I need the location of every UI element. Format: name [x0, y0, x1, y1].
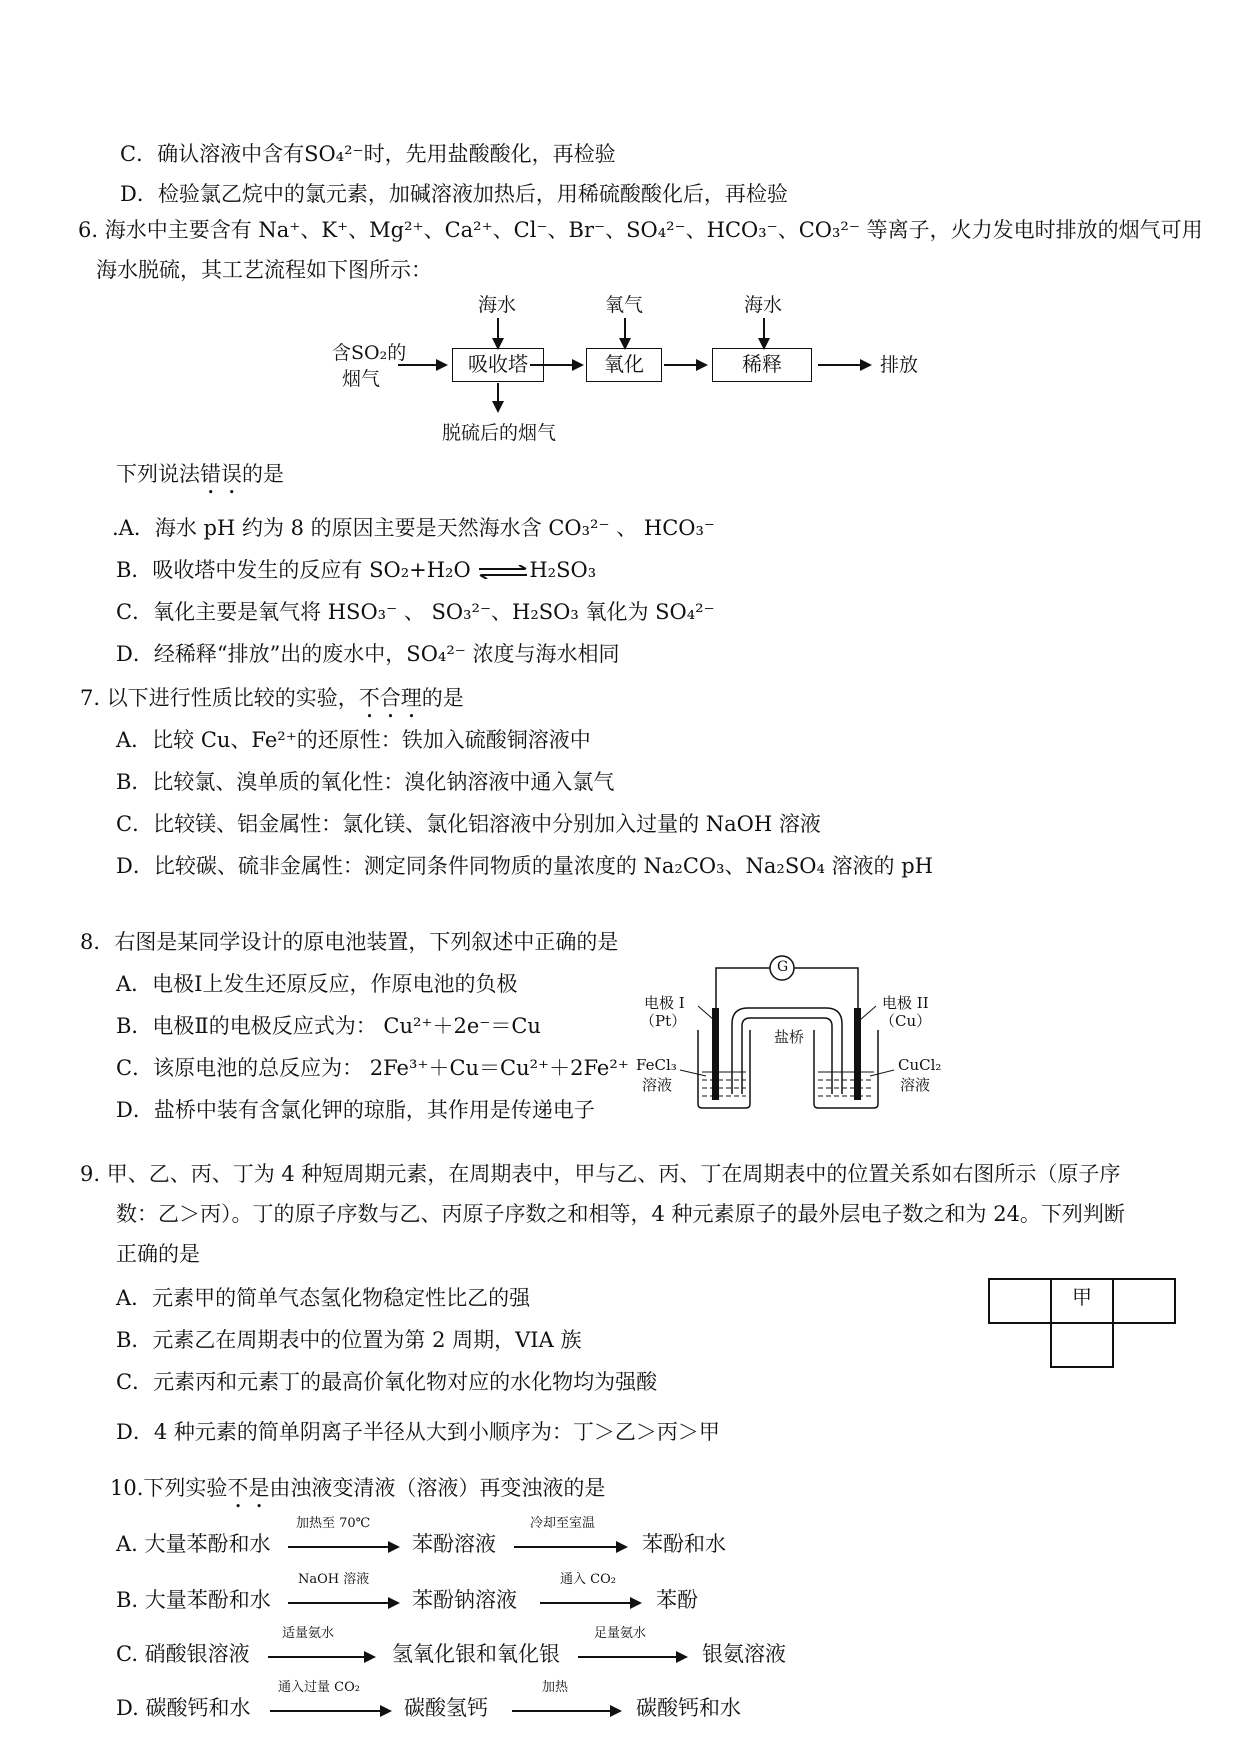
reaction-arrow — [268, 1656, 374, 1658]
reaction-arrow — [288, 1546, 398, 1548]
flow-arrow-down — [497, 318, 499, 348]
left-solution-label-2: 溶液 — [642, 1076, 673, 1094]
q7-stem-pre: 7. 以下进行性质比较的实验， — [80, 686, 359, 710]
q10-a-cond1: 加热至 70℃ — [296, 1516, 371, 1531]
q10-a-mid: 苯酚溶液 — [412, 1532, 496, 1556]
q6-option-a: .A．海水 pH 约为 8 的原因主要是天然海水含 CO₃²⁻ 、 HCO₃⁻ — [112, 516, 715, 540]
q5-option-d: D．检验氯乙烷中的氯元素，加碱溶液加热后，用稀硫酸酸化后，再检验 — [120, 182, 788, 206]
reaction-arrow — [270, 1710, 390, 1712]
reaction-arrow — [512, 1710, 620, 1712]
q10-stem-pre: 10.下列实验 — [110, 1476, 228, 1500]
q6-prompt-emphasis: 错误 — [200, 462, 242, 486]
pt-cell-jia: 甲 — [1051, 1279, 1113, 1323]
q8-stem: 8．右图是某同学设计的原电池装置，下列叙述中正确的是 — [80, 930, 619, 954]
q10-d-mid: 碳酸氢钙 — [404, 1696, 488, 1720]
q8-option-b: B．电极Ⅱ的电极反应式为： Cu²⁺＋2e⁻＝Cu — [116, 1014, 541, 1038]
q10-option-a-label: A. 大量苯酚和水 — [116, 1532, 271, 1556]
electrode-1-label: 电极 I — [644, 994, 685, 1012]
q10-a-cond2: 冷却至室温 — [530, 1516, 596, 1531]
q6-stem-line2: 海水脱硫，其工艺流程如下图所示： — [96, 258, 432, 282]
q10-c-cond2: 足量氨水 — [594, 1626, 647, 1641]
q8-option-a: A．电极Ⅰ上发生还原反应，作原电池的负极 — [116, 972, 518, 996]
q10-c-mid: 氢氧化银和氧化银 — [392, 1642, 560, 1666]
q10-c-end: 银氨溶液 — [702, 1642, 786, 1666]
galvanometer-label: G — [777, 959, 789, 975]
q6-option-b-post: H₂SO₃ — [529, 558, 597, 582]
q6-prompt-post: 的是 — [242, 462, 284, 486]
q10-a-end: 苯酚和水 — [642, 1532, 726, 1556]
q6-prompt-pre: 下列说法 — [116, 462, 200, 486]
q6-option-d: D．经稀释“排放”出的废水中，SO₄²⁻ 浓度与海水相同 — [116, 642, 620, 666]
q6-option-b — [116, 556, 596, 586]
reaction-arrow — [514, 1546, 626, 1548]
q9-stem-line2: 数：乙＞丙）。丁的原子序数与乙、丙原子序数之和相等，4 种元素原子的最外层电子数之和为 24。下列判断 — [116, 1202, 1125, 1226]
left-solution-label: FeCl₃ — [636, 1056, 677, 1074]
q10-b-end: 苯酚 — [656, 1588, 698, 1612]
flow-input-label-2: 烟气 — [342, 368, 381, 390]
q7-option-d: D．比较碳、硫非金属性：测定同条件同物质的量浓度的 Na₂CO₃、Na₂SO₄ 溶液的 pH — [116, 854, 933, 878]
q10-option-b-label: B. 大量苯酚和水 — [116, 1588, 271, 1612]
q6-option-c: C．氧化主要是氧气将 HSO₃⁻ 、 SO₃²⁻、H₂SO₃ 氧化为 SO₄²⁻ — [116, 600, 715, 624]
right-solution-label-2: 溶液 — [900, 1076, 931, 1094]
q10-stem-emphasis: 不是 — [227, 1476, 270, 1500]
periodic-table-fragment — [988, 1278, 1176, 1368]
q7-option-a: A．比较 Cu、Fe²⁺的还原性：铁加入硫酸铜溶液中 — [116, 728, 591, 752]
q9-option-a: A．元素甲的简单气态氢化物稳定性比乙的强 — [116, 1286, 531, 1310]
q9-option-c: C．元素丙和元素丁的最高价氧化物对应的水化物均为强酸 — [116, 1370, 658, 1394]
q10-d-cond2: 加热 — [542, 1680, 569, 1695]
q10-c-cond1: 适量氨水 — [282, 1626, 335, 1641]
flow-arrow-right — [530, 364, 582, 366]
flow-input-label-1: 含SO₂的 — [332, 342, 407, 364]
flow-box-absorption-tower: 吸收塔 — [452, 348, 544, 382]
q10-d-end: 碳酸钙和水 — [636, 1696, 741, 1720]
q6-option-b-pre: B．吸收塔中发生的反应有 SO₂+H₂O — [116, 558, 471, 582]
flow-output-label: 脱硫后的烟气 — [442, 422, 557, 444]
flow-arrow-down — [497, 383, 499, 411]
pt-cell — [989, 1279, 1051, 1323]
flow-discharge-label: 排放 — [880, 354, 919, 376]
flow-seawater-label-1: 海水 — [478, 294, 517, 316]
pt-cell — [1113, 1279, 1175, 1323]
q10-option-c-label: C. 硝酸银溶液 — [116, 1642, 250, 1666]
electrode-2-material: （Cu） — [880, 1012, 932, 1030]
equilibrium-arrow-icon — [477, 558, 529, 586]
galvanic-cell-figure — [636, 946, 946, 1116]
flow-arrow-down — [624, 318, 626, 348]
q5-option-c: C．确认溶液中含有SO₄²⁻时，先用盐酸酸化，再检验 — [120, 142, 616, 166]
electrode-2-label: 电极 II — [882, 994, 929, 1012]
q9-stem-line3: 正确的是 — [116, 1242, 200, 1266]
q10-b-cond2: 通入 CO₂ — [560, 1572, 616, 1587]
flow-arrow-down — [763, 318, 765, 348]
q6-prompt — [116, 460, 284, 499]
q10-d-cond1: 通入过量 CO₂ — [278, 1680, 360, 1695]
flow-box-dilute: 稀释 — [712, 348, 812, 382]
salt-bridge-label: 盐桥 — [774, 1028, 805, 1046]
right-solution-label: CuCl₂ — [898, 1056, 942, 1074]
flow-seawater-label-2: 海水 — [744, 294, 783, 316]
flow-arrow-right — [664, 364, 706, 366]
pt-empty — [1113, 1323, 1175, 1367]
q10-stem-post: 由浊液变清液（溶液）再变浊液的是 — [269, 1476, 606, 1500]
q6-stem-line1: 6. 海水中主要含有 Na⁺、K⁺、Mg²⁺、Ca²⁺、Cl⁻、Br⁻、SO₄²⁻、HCO₃⁻、CO₃²⁻ 等离子，火力发电时排放的烟气可用 — [78, 218, 1203, 242]
reaction-arrow — [288, 1602, 398, 1604]
flow-arrow-right — [398, 364, 446, 366]
pt-cell — [1051, 1323, 1113, 1367]
q7-option-c: C．比较镁、铝金属性：氯化镁、氯化铝溶液中分别加入过量的 NaOH 溶液 — [116, 812, 821, 836]
flow-arrow-right — [818, 364, 870, 366]
q9-stem-line1: 9. 甲、乙、丙、丁为 4 种短周期元素，在周期表中，甲与乙、丙、丁在周期表中的位置关系如右图所示（原子序 — [80, 1162, 1121, 1186]
reaction-arrow — [578, 1656, 686, 1658]
electrode-1-material: （Pt） — [640, 1012, 687, 1030]
q8-option-c: C．该原电池的总反应为： 2Fe³⁺＋Cu＝Cu²⁺＋2Fe²⁺ — [116, 1056, 629, 1080]
q9-option-d: D．4 种元素的简单阴离子半径从大到小顺序为：丁＞乙＞丙＞甲 — [116, 1420, 720, 1444]
q10-stem — [110, 1474, 605, 1513]
pt-empty — [989, 1323, 1051, 1367]
q7-stem — [80, 684, 464, 723]
q10-b-cond1: NaOH 溶液 — [298, 1572, 370, 1587]
q9-option-b: B．元素乙在周期表中的位置为第 2 周期，VIA 族 — [116, 1328, 582, 1352]
reaction-arrow — [540, 1602, 640, 1604]
flow-box-oxidize: 氧化 — [586, 348, 662, 382]
q7-stem-emphasis: 不合理 — [358, 686, 422, 710]
q8-option-d: D．盐桥中装有含氯化钾的琼脂，其作用是传递电子 — [116, 1098, 595, 1122]
q7-stem-post: 的是 — [421, 686, 464, 710]
q10-b-mid: 苯酚钠溶液 — [412, 1588, 517, 1612]
flow-oxygen-label: 氧气 — [605, 294, 644, 316]
q7-option-b: B．比较氯、溴单质的氧化性：溴化钠溶液中通入氯气 — [116, 770, 615, 794]
q10-option-d-label: D. 碳酸钙和水 — [116, 1696, 251, 1720]
